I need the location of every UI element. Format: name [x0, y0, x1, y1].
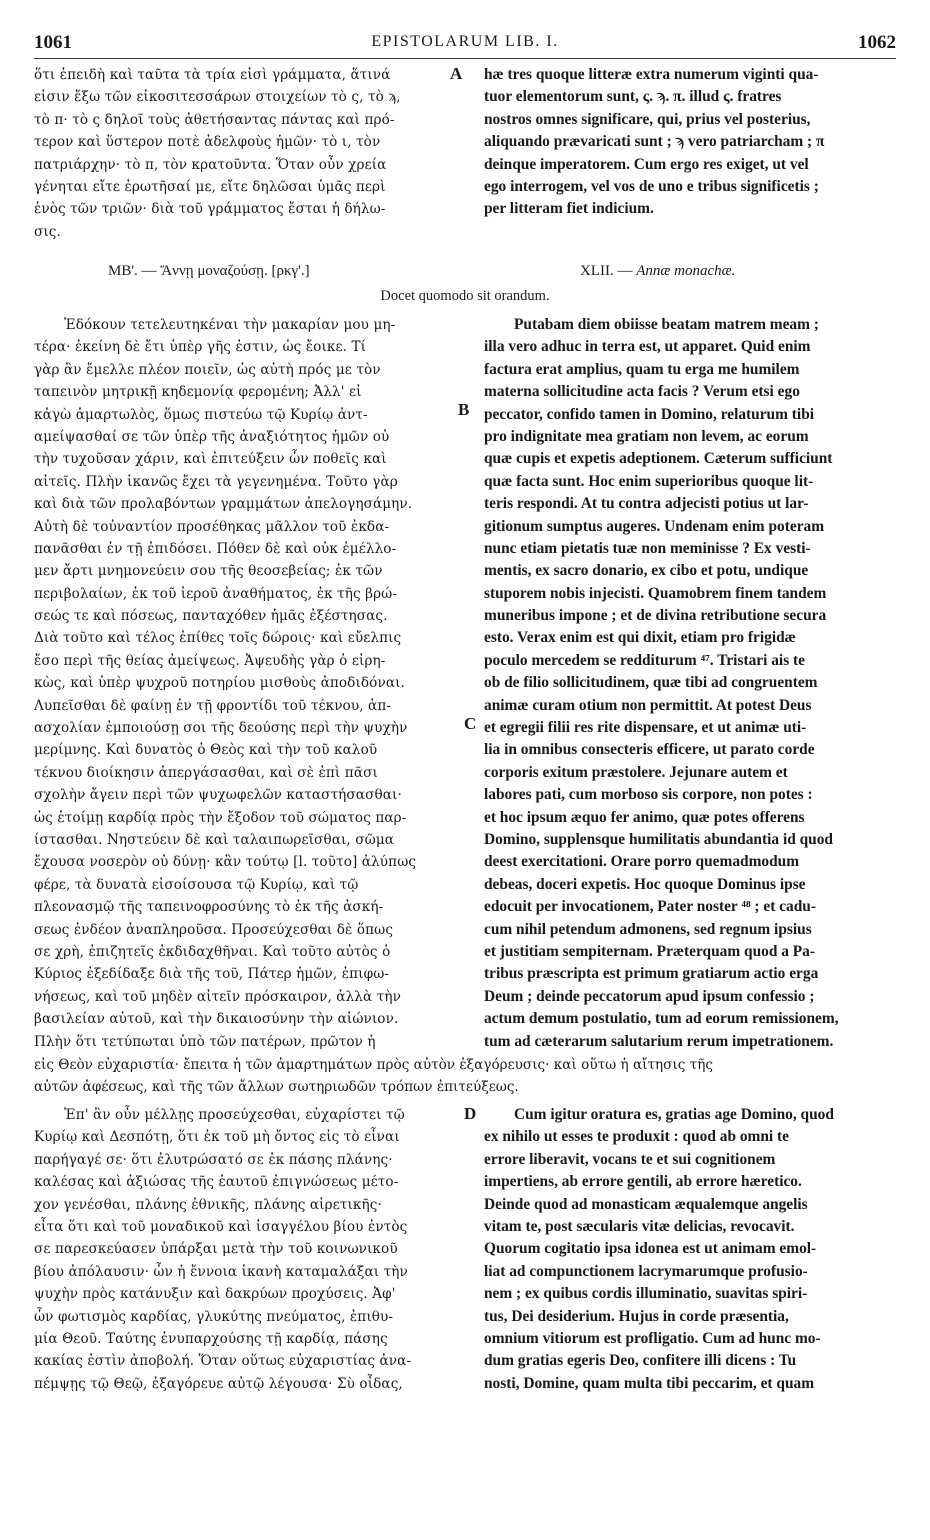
text-line: et egregii filii res rite dispensare, et ut animæ uti- [484, 719, 807, 737]
text-line: per litteram fiet indicium. [484, 200, 654, 218]
text-line: βασιλείαν αὐτοῦ, καὶ τὴν δικαιοσύνην τὴν αἰώνιον. [34, 1011, 399, 1028]
text-line: gitionum sumptus augeres. Undenam enim poteram [484, 517, 825, 535]
text-line: κακίας ἐστὶν ἀποβολή. Ὅταν οὕτως εὐχαριστίας ἀνα- [34, 1353, 412, 1370]
text-line: factura erat amplius, quam tu erga me humilem [484, 360, 800, 378]
text-line: quæ cupis et expetis adeptionem. Cæterum sufficiunt [484, 450, 833, 468]
latin-column-top [484, 64, 896, 221]
text-line: labores pati, cum morboso sis corpore, non potes : [484, 786, 813, 804]
text-line: Κυρίῳ καὶ Δεσπότῃ, ὅτι ἐκ τοῦ μὴ ὄντος εἰς τὸ εἶναι [34, 1129, 400, 1146]
text-line: debeas, doceri expetis. Hoc quoque Dominus ipse [484, 875, 806, 893]
text-line: φέρε, τὰ δυνατὰ εἰσοίσουσα τῷ Κυρίῳ, καὶ τῷ [34, 876, 359, 893]
text-line: Λυπεῖσθαι δὲ φαίνῃ ἐν τῇ φροντίδι τοῦ τέκνου, ἀπ- [34, 697, 392, 714]
text-line: ἔσο περὶ τῆς θείας ἀμείψεως. Ἀψευδὴς γὰρ ὁ εἰρη- [34, 652, 386, 669]
section-marker-b: B [458, 400, 470, 419]
greek-column-top [34, 64, 466, 243]
text-line: ob de filio sollicitudinem, quæ tibi ad congruentem [484, 674, 818, 692]
text-line: πέμψῃς τῷ Θεῷ, ἐξαγόρευε αὐτῷ λέγουσα· Σὺ οἶδας, [34, 1375, 403, 1392]
text-line: Διὰ τοῦτο καὶ τέλος ἐπίθες τοῖς δώροις· καὶ εὔελπις [34, 630, 402, 647]
text-line: deinque imperatorem. Cum ergo res exiget, ut vel [484, 155, 809, 173]
text-line: Cum igitur oratura es, gratias age Domino, quod [514, 1106, 834, 1123]
text-line: εἰσιν ἔξω τῶν εἰκοσιτεσσάρων στοιχείων τὸ ς, τὸ ϡ, [34, 89, 401, 106]
text-line: ταπεινὸν μητρικῇ κηδεμονίᾳ φερομένη; Ἀλλ' εἰ [34, 384, 362, 401]
text-line: ὡς ἑτοίμῃ καρδίᾳ πρὸς τὴν ἔξοδον τοῦ σώματος παρ- [34, 809, 407, 826]
text-line: ἔχουσα νοσερὸν οὐ δύνῃ· κἂν τούτῳ [l. τοῦτο] ἀλύπως [34, 854, 417, 871]
text-line: errore liberavit, vocans te et sui cognitionem [484, 1150, 776, 1168]
text-line: et justitiam sempiternam. Præterquam quod a Pa- [484, 942, 816, 960]
text-line: μεν ἄρτι μνημονεύειν σου τῆς θεοσεβείας; ἐκ τῶν [34, 563, 383, 580]
text-line: deest exercitationi. Orare porro quemadmodum [484, 853, 800, 871]
text-line: σε παρεσκεύασεν ὑπάρξαι μετὰ τὴν τοῦ κοινωνικοῦ [34, 1241, 398, 1258]
text-line: ἑνὸς τῶν τριῶν· διὰ τοῦ γράμματος ἔσται ἡ δήλω- [34, 201, 386, 218]
greek-letter-heading: ΜΒ'. — Ἄννῃ μοναζούσῃ. [ρκγ'.] [108, 263, 310, 279]
text-line: actum demum postulatio, tum ad eorum remissionem, [484, 1010, 839, 1028]
latin-letter-heading [580, 260, 735, 282]
text-line: ίστασθαι. Νηστεύειν δὲ καὶ ταλαιπωρεῖσθαι, σῶμα [34, 831, 395, 848]
text-line: περιβολαίων, ἐκ τοῦ ἱεροῦ ἀναθήματος, ἐκ τῆς βρώ- [34, 585, 398, 602]
text-line: τέκνου διοίκησιν ἀπεργάσασθαι, καὶ σὲ ἐπὶ πᾶσι [34, 764, 378, 781]
text-line: αἰτεῖς. Πλὴν ἱκανῶς ἔχει τὰ γεγενημένα. Τοῦτο γὰρ [34, 473, 398, 490]
text-line: ὧν φωτισμὸς καρδίας, γλυκύτης πνεύματος, ἐπιθυ- [34, 1308, 394, 1325]
text-line: nostros omnes significare, qui, prius vel posterius, [484, 110, 811, 128]
latin-column-main [484, 314, 896, 1053]
latin-column-bottom [484, 1104, 896, 1395]
text-line: tum ad cæterarum salutarium rerum impetrationem. [484, 1032, 834, 1050]
text-line: teris respondi. At tu contra adjecisti potius ut lar- [484, 495, 809, 513]
text-line: τὸ π· τὸ ς δηλοῖ τοὺς ἀθετήσαντας πάντας καὶ πρό- [34, 111, 395, 128]
text-line: nosti, Domine, quam multa tibi peccarim, et quam [484, 1374, 815, 1392]
text-line: impertiens, ab errore gentili, ab errore hæretico. [484, 1173, 802, 1191]
text-line: τὴν τυχοῦσαν χάριν, καὶ ἐπιτεύξειν ὧν ποθεῖς καὶ [34, 451, 387, 468]
text-line: illa vero adhuc in terra est, ut apparet. Quid enim [484, 338, 811, 356]
text-line: edocuit per invocationem, Pater noster ⁴⁸ ; et cadu- [484, 898, 816, 916]
text-line: πανᾶσθαι ἐν τῇ ἐπιδόσει. Πόθεν δὲ καὶ οὐκ ἐμέλλο- [34, 540, 397, 557]
text-line: Quorum cogitatio ipsa idonea est ut animam emol- [484, 1240, 817, 1258]
text-line: ψυχὴν πρὸς κατάνυξιν καὶ δακρύων προχύσεις. Ἀφ' [34, 1286, 396, 1303]
text-line: πατριάρχην· τὸ π, τὸν κρατοῦντα. Ὅταν οὖν χρεία [34, 156, 387, 173]
text-line: cum nihil petendum admonens, sed regnum ipsius [484, 920, 812, 938]
text-line: animæ curam otium non permittit. At potest Deus [484, 696, 812, 714]
text-line: τερον καὶ ὕστερον ποτὲ ἀδελφοὺς ἡμῶν· τὸ ι, τὸν [34, 134, 381, 151]
text-line: σχολὴν ἄγειν περὶ τῶν ψυχωφελῶν καταστήσασθαι· [34, 787, 402, 804]
text-line: κὼς, καὶ ὑπὲρ ψυχροῦ ποτηρίου μισθοὺς ἀποδιδόναι. [34, 675, 405, 692]
text-line: Ἐπ' ἂν οὖν μέλλῃς προσεύχεσθαι, εὐχαρίστει τῷ [64, 1107, 405, 1123]
text-line: τέρα· ἐκείνη δὲ ἔτι ὑπὲρ γῆς ἐστιν, ὡς ἔοικε. Τί [34, 339, 367, 356]
text-line: stuporem nobis injecisti. Quamobrem finem tandem [484, 584, 827, 602]
latin-letter-title: Annæ monachæ. [636, 263, 736, 279]
page-number-right: 1062 [858, 32, 896, 53]
text-line: corporis exitum præstolere. Jejunare autem et [484, 763, 788, 781]
section-marker-a: A [450, 64, 463, 83]
greek-column-bottom [34, 1104, 466, 1395]
latin-letter-number: XLII. — [580, 263, 637, 279]
section-marker-c: C [464, 714, 477, 733]
text-line: αμείψασθαί σε τῶν ὑπὲρ τῆς ἀναξιότητος ἡμῶν οὐ [34, 428, 390, 445]
text-line: hæ tres quoque litteræ extra numerum viginti qua- [484, 66, 819, 83]
section-marker-d: D [464, 1104, 477, 1123]
text-line: pro indignitate mea gratiam non levem, ac eorum [484, 427, 809, 445]
text-line: nunc etiam pietatis tuæ non meminisse ? Ex vesti- [484, 539, 811, 557]
text-line: εἰς Θεὸν εὐχαριστία· ἔπειτα ἡ τῶν ἁμαρτημάτων πρὸς αὐτὸν ἐξαγόρευσις· καὶ οὕτω ἡ αἴτησις τῆς [34, 1057, 713, 1073]
text-line: omnium vitiorum est profligatio. Cum ad hunc mo- [484, 1329, 821, 1347]
text-line: νήσεως, καὶ τοῦ μηδὲν αἰτεῖν πρόσκαιρον, ἀλλὰ τὴν [34, 988, 401, 1005]
text-line: σεώς τε καὶ πόσεως, πανταχόθεν ἡμᾶς ἐξέστησας. [34, 608, 388, 625]
text-line: muneribus impone ; et de divina retributione secura [484, 607, 827, 625]
page-number-left: 1061 [34, 32, 72, 53]
text-line: vitam te, post sæcularis vitæ delicias, revocavit. [484, 1217, 795, 1235]
running-header [34, 32, 896, 59]
text-line: et hoc ipsum æquo fer animo, quæ potes offerens [484, 808, 805, 826]
text-line: Αὐτὴ δὲ τοὐναντίον προσέθηκας μᾶλλον τοῦ ἐκδα- [34, 518, 390, 535]
text-line: ego interrogem, vel vos de uno e tribus significetis ; [484, 177, 819, 195]
text-line: ασχολίαν ἐμποιούσῃ σοι τῆς δεούσης περὶ τὴν ψυχὴν [34, 720, 408, 737]
text-line: Putabam diem obiisse beatam matrem meam ; [514, 316, 819, 333]
text-line: Deinde quod ad monasticam æqualemque angelis [484, 1195, 808, 1213]
text-line: liat ad compunctionem lacrymarumque profusio- [484, 1262, 808, 1280]
text-line: γένηται εἴτε ἐρωτῆσαί με, εἴτε δηλῶσαι ὑμᾶς περὶ [34, 178, 386, 195]
text-line: χον γενέσθαι, πλάνης ἐθνικῆς, πλάνης αἱρετικῆς· [34, 1196, 382, 1213]
text-line: παρήγαγέ σε· ὅτι ἐλυτρώσατό σε ἐκ πάσης πλάνης· [34, 1151, 393, 1168]
text-line: σεως ἐνδέον ἀναπληροῦσα. Προσεύχεσθαι δὲ ὅπως [34, 921, 394, 938]
text-line: poculo mercedem se redditurum ⁴⁷. Tristari ais te [484, 651, 805, 669]
text-line: εἶτα ὅτι καὶ τοῦ μοναδικοῦ καὶ ἰσαγγέλου βίου ἐντὸς [34, 1218, 408, 1235]
text-line: μία Θεοῦ. Ταύτης ἐνυπαρχούσης τῇ καρδίᾳ, πάσης [34, 1330, 388, 1347]
text-line: peccator, confido tamen in Domino, relaturum tibi [484, 405, 815, 423]
text-line: quæ facta sunt. Hoc enim superioribus quoque lit- [484, 472, 814, 490]
text-line: ex nihilo ut esses te produxit : quod ab omni te [484, 1128, 790, 1146]
text-line: aliquando prævaricati sunt ; ϡ vero patriarcham ; π [484, 133, 825, 151]
text-line: βίου ἀπόλαυσιν· ὧν ἡ ἔννοια ἱκανὴ καταμαλάξαι τὴν [34, 1263, 408, 1280]
text-line: tribus præscripta est primum gratiarum actio erga [484, 965, 819, 983]
text-line: καὶ διὰ τῶν προλαβόντων γραμμάτων ἀπελογησάμην. [34, 496, 413, 513]
text-line: tuor elementorum sunt, ς. ϡ. π. illud ς. fratres [484, 88, 782, 106]
text-line: μερίμνης. Καὶ δυνατὸς ὁ Θεὸς καὶ τὴν τοῦ καλοῦ [34, 742, 378, 759]
text-line: Κύριος ἐξεδίδαξε διὰ τῆς τοῦ, Πάτερ ἡμῶν, ἐπιφω- [34, 966, 390, 983]
text-line: σε χρὴ, ἐπιζητεῖς ἐκδιδαχθῆναι. Καὶ τοῦτο αὐτὸς ὁ [34, 943, 391, 960]
text-line: Deum ; deinde peccatorum apud ipsum confessio ; [484, 987, 815, 1005]
text-line: καλέσας καὶ ἀξιώσας τῆς ἑαυτοῦ ἐπιγνώσεως μέτο- [34, 1174, 399, 1191]
text-line: Ἐδόκουν τετελευτηκέναι τὴν μακαρίαν μου μη- [64, 317, 396, 333]
text-line: Πλὴν ὅτι τετύπωται ὑπὸ τῶν πατέρων, πρῶτον ἡ [34, 1033, 376, 1050]
text-line: esto. Verax enim est qui dixit, etiam pro frigidæ [484, 629, 796, 647]
text-line: dum gratias egeris Deo, confitere illi dicens : Tu [484, 1352, 797, 1370]
text-line: αὐτῶν ἀφέσεως, καὶ τῆς τῶν ἄλλων σωτηριωδῶν τρόπων ἐπιτεύξεως. [34, 1079, 519, 1096]
text-line: σις. [34, 223, 61, 240]
text-line: materna sollicitudine acta facis ? Verum etsi ego [484, 383, 800, 401]
text-line: Domino, supplensque humilitatis abundantia id quod [484, 830, 833, 848]
text-line: lia in omnibus consecteris efficere, ut parato corde [484, 741, 815, 759]
running-title: EPISTOLARUM LIB. I. [371, 33, 559, 50]
text-line: tus, Dei desiderium. Hujus in corde præsentia, [484, 1307, 789, 1325]
text-line: γὰρ ἂν ἔμελλε πλέον ποιεῖν, ὡς αὐτὴ πρός με τὸν [34, 361, 381, 378]
text-line: mentis, ex sacro donario, ex cibo et potu, undique [484, 562, 809, 580]
greek-column-main [34, 314, 466, 1053]
text-line: nem ; ex quibus cordis illuminatio, suavitas spiri- [484, 1285, 808, 1303]
greek-full-width-lines [34, 1054, 896, 1099]
text-line: κἀγὼ ἁμαρτωλὸς, ὅμως πιστεύω τῷ Κυρίῳ ἀντ- [34, 406, 368, 423]
text-line: πλεονασμῷ τῆς ταπεινοφροσύνης τὸ ἐκ τῆς ἀσκή- [34, 899, 384, 916]
letter-rubric: Docet quomodo sit orandum. [380, 288, 550, 304]
text-line: ὅτι ἐπειδὴ καὶ ταῦτα τὰ τρία εἰσὶ γράμματα, ἅτινά [34, 67, 391, 83]
